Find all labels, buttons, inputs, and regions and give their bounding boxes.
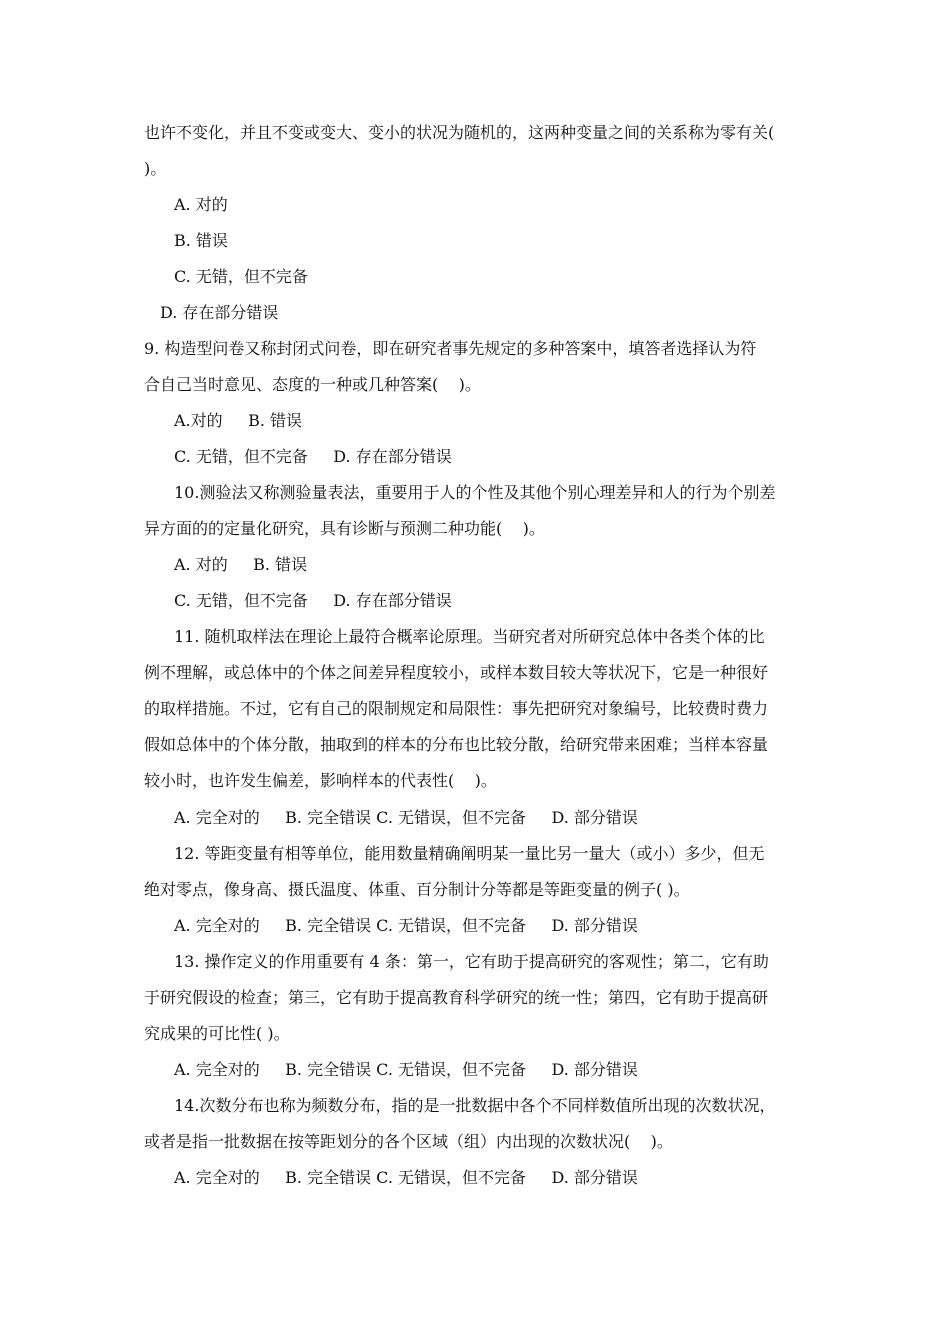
option-line: B. 错误	[174, 231, 228, 250]
option-line: D. 存在部分错误	[160, 303, 279, 322]
text-line: 合自己当时意见、态度的一种或几种答案( )。	[144, 375, 481, 394]
text-line: 假如总体中的个体分散，抽取到的样本的分布也比较分散，给研究带来困难；当样本容量	[144, 735, 769, 754]
question-14: 14.次数分布也称为频数分布，指的是一批数据中各个不同样数值所出现的次数状况，	[174, 1096, 776, 1115]
text-line: 的取样措施。不过，它有自己的限制规定和局限性：事先把研究对象编号，比较费时费力	[144, 699, 769, 718]
question-9: 9. 构造型问卷又称封闭式问卷，即在研究者事先规定的多种答案中，填答者选择认为符	[144, 339, 757, 358]
option-line: C. 无错，但不完备	[174, 267, 308, 286]
text-line: 较小时，也许发生偏差，影响样本的代表性( )。	[144, 771, 497, 790]
text-line: 绝对零点，像身高、摄氏温度、体重、百分制计分等都是等距变量的例子( )。	[144, 880, 690, 899]
option-line: C. 无错，但不完备 D. 存在部分错误	[174, 591, 452, 610]
text-line: 或者是指一批数据在按等距划分的各个区域（组）内出现的次数状况( )。	[144, 1132, 673, 1151]
question-10: 10.测验法又称测验量表法，重要用于人的个性及其他个别心理差异和人的行为个别差	[174, 483, 776, 502]
option-line: A.对的 B. 错误	[174, 411, 303, 430]
text-line: )。	[144, 159, 167, 178]
question-13: 13. 操作定义的作用重要有 4 条：第一，它有助于提高研究的客观性；第二，它有助	[174, 952, 769, 971]
text-line: 究成果的可比性( )。	[144, 1024, 290, 1043]
question-11: 11. 随机取样法在理论上最符合概率论原理。当研究者对所研究总体中各类个体的比	[174, 627, 765, 646]
text-line: 于研究假设的检查；第三，它有助于提高教育科学研究的统一性；第四，它有助于提高研	[144, 988, 769, 1007]
text-line: 例不理解，或总体中的个体之间差异程度较小，或样本数目较大等状况下，它是一种很好	[144, 663, 769, 682]
option-line: A. 对的 B. 错误	[174, 555, 308, 574]
option-line: A. 对的	[174, 195, 228, 214]
option-line: C. 无错，但不完备 D. 存在部分错误	[174, 447, 452, 466]
option-line: A. 完全对的 B. 完全错误 C. 无错误，但不完备 D. 部分错误	[174, 808, 638, 827]
option-line: A. 完全对的 B. 完全错误 C. 无错误，但不完备 D. 部分错误	[174, 1060, 638, 1079]
option-line: A. 完全对的 B. 完全错误 C. 无错误，但不完备 D. 部分错误	[174, 1168, 638, 1187]
question-12: 12. 等距变量有相等单位，能用数量精确阐明某一量比另一量大（或小）多少，但无	[174, 844, 765, 863]
text-line: 异方面的的定量化研究，具有诊断与预测二种功能( )。	[144, 519, 545, 538]
text-line: 也许不变化，并且不变或变大、变小的状况为随机的，这两种变量之间的关系称为零有关(	[144, 123, 775, 142]
option-line: A. 完全对的 B. 完全错误 C. 无错误，但不完备 D. 部分错误	[174, 916, 638, 935]
